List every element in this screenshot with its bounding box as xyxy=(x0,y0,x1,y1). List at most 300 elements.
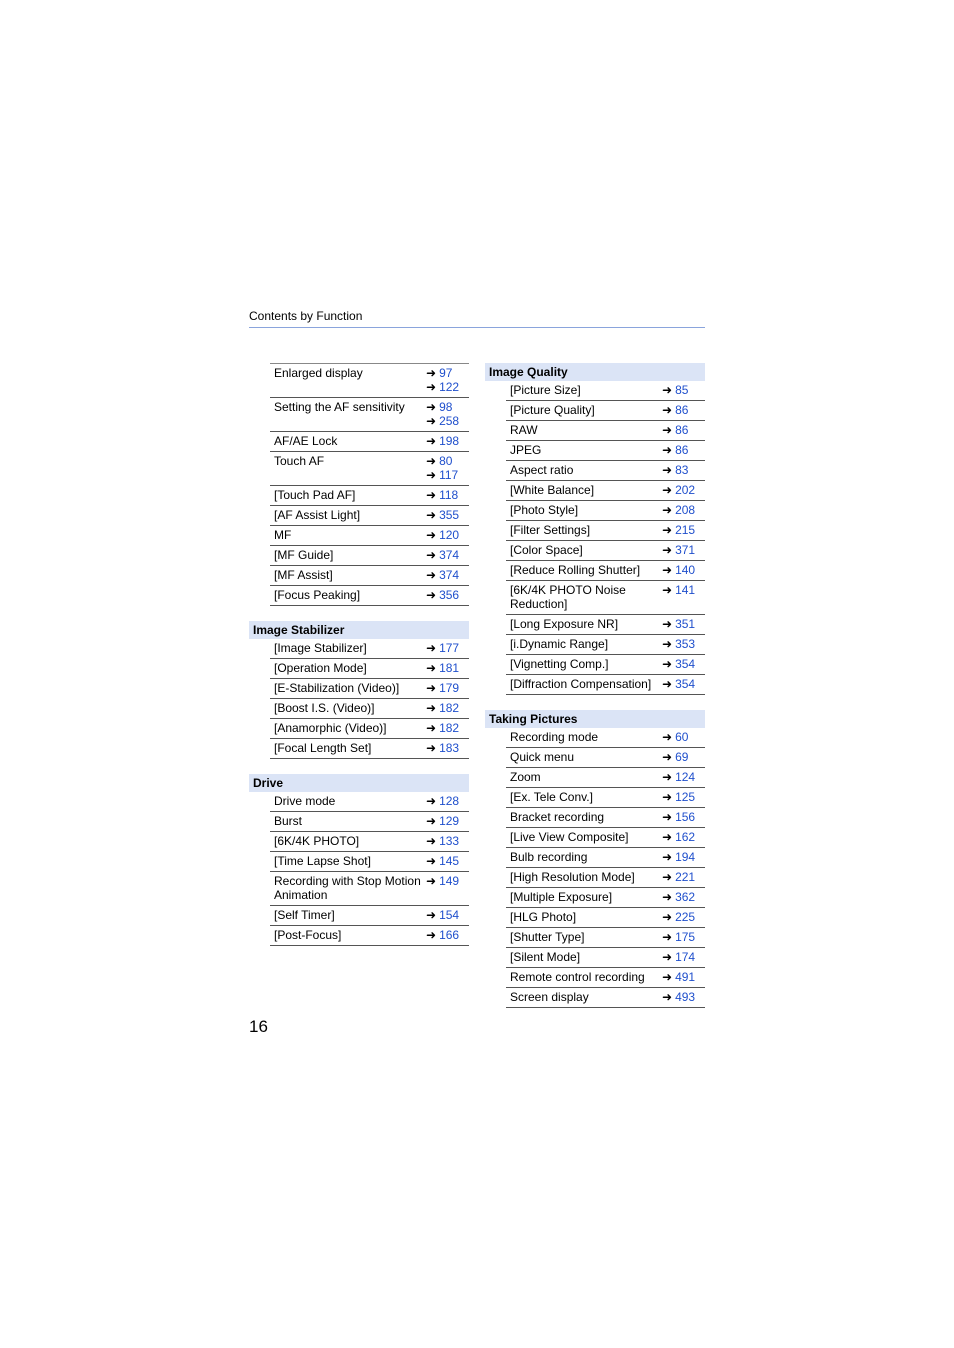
page-link[interactable]: 179 xyxy=(439,681,460,695)
entry-page-refs xyxy=(426,719,469,735)
page-reference xyxy=(662,950,705,964)
entry-label: [MF Assist] xyxy=(274,568,333,582)
arrow-right-icon: ➜ xyxy=(426,681,437,695)
page-reference xyxy=(662,503,705,517)
entry-label: [Filter Settings] xyxy=(510,523,591,537)
entry-label: [White Balance] xyxy=(510,483,595,497)
entry-page-refs xyxy=(662,988,705,1004)
page-link[interactable]: 69 xyxy=(675,750,689,764)
entry-row xyxy=(506,968,705,988)
page-link[interactable]: 141 xyxy=(675,583,696,597)
page-reference xyxy=(662,563,705,577)
entry-row xyxy=(270,486,469,506)
page-link[interactable]: 374 xyxy=(439,568,460,582)
arrow-right-icon: ➜ xyxy=(426,641,437,655)
arrow-right-icon: ➜ xyxy=(426,366,437,380)
entry-label: [HLG Photo] xyxy=(510,910,577,924)
arrow-right-icon: ➜ xyxy=(426,834,437,848)
entry-row xyxy=(506,848,705,868)
entry-page-refs xyxy=(426,792,469,808)
entry-page-refs xyxy=(662,441,705,457)
page-link[interactable]: 83 xyxy=(675,463,689,477)
entry-list xyxy=(270,792,469,946)
entry-label: [Silent Mode] xyxy=(510,950,581,964)
entry-page-refs xyxy=(662,635,705,651)
entry-label: [Anamorphic (Video)] xyxy=(274,721,387,735)
page-link[interactable]: 117 xyxy=(439,468,459,482)
page-reference xyxy=(662,870,705,884)
arrow-right-icon: ➜ xyxy=(662,443,673,457)
entry-page-refs xyxy=(426,739,469,755)
arrow-right-icon: ➜ xyxy=(662,850,673,864)
page-reference xyxy=(662,810,705,824)
entry-page-refs xyxy=(662,521,705,537)
entry-page-refs xyxy=(662,461,705,477)
entry-page-refs xyxy=(662,788,705,804)
page-reference xyxy=(426,721,469,735)
page-link[interactable]: 208 xyxy=(675,503,696,517)
page-link[interactable]: 174 xyxy=(675,950,696,964)
page-reference xyxy=(426,400,469,414)
entry-label: Burst xyxy=(274,814,303,828)
arrow-right-icon: ➜ xyxy=(426,434,437,448)
page-link[interactable]: 353 xyxy=(675,637,696,651)
page-link[interactable]: 194 xyxy=(675,850,696,864)
page-reference xyxy=(426,661,469,675)
entry-page-refs xyxy=(426,364,469,394)
entry-row xyxy=(506,888,705,908)
page-link[interactable]: 175 xyxy=(675,930,696,944)
entry-row xyxy=(270,792,469,812)
page-reference xyxy=(426,468,469,482)
entry-page-refs xyxy=(662,401,705,417)
arrow-right-icon: ➜ xyxy=(662,657,673,671)
page-reference xyxy=(662,657,705,671)
entry-page-refs xyxy=(662,541,705,557)
entry-row xyxy=(270,363,469,398)
arrow-right-icon: ➜ xyxy=(426,454,437,468)
page-link[interactable]: 354 xyxy=(675,657,696,671)
entry-label: Recording mode xyxy=(510,730,599,744)
page-link[interactable]: 149 xyxy=(439,874,460,888)
arrow-right-icon: ➜ xyxy=(662,750,673,764)
page-link[interactable]: 493 xyxy=(675,990,696,1004)
page-reference xyxy=(426,548,469,562)
page-link[interactable]: 124 xyxy=(675,770,696,784)
entry-page-refs xyxy=(662,808,705,824)
entry-row xyxy=(506,868,705,888)
arrow-right-icon: ➜ xyxy=(426,508,437,522)
page-link[interactable]: 133 xyxy=(439,834,460,848)
entry-label: Zoom xyxy=(510,770,541,784)
page-link[interactable]: 128 xyxy=(439,794,460,808)
entry-row xyxy=(270,546,469,566)
entry-page-refs xyxy=(426,586,469,602)
page-reference xyxy=(426,568,469,582)
entry-row xyxy=(270,812,469,832)
arrow-right-icon: ➜ xyxy=(426,874,437,888)
entry-label: Touch AF xyxy=(274,454,325,468)
section-header: Drive xyxy=(249,774,469,792)
section-header: Taking Pictures xyxy=(485,710,705,728)
page-reference xyxy=(662,423,705,437)
page-link[interactable]: 98 xyxy=(439,400,453,414)
entry-row xyxy=(270,659,469,679)
entry-label: [Boost I.S. (Video)] xyxy=(274,701,375,715)
entry-label: Remote control recording xyxy=(510,970,645,984)
page-link[interactable]: 356 xyxy=(439,588,460,602)
page-reference xyxy=(662,523,705,537)
section-header: Image Stabilizer xyxy=(249,621,469,639)
entry-row xyxy=(506,481,705,501)
page-link[interactable]: 156 xyxy=(675,810,696,824)
page-reference xyxy=(426,701,469,715)
entry-row xyxy=(506,461,705,481)
page-link[interactable]: 225 xyxy=(675,910,696,924)
page-reference xyxy=(662,990,705,1004)
arrow-right-icon: ➜ xyxy=(426,814,437,828)
arrow-right-icon: ➜ xyxy=(426,488,437,502)
arrow-right-icon: ➜ xyxy=(426,928,437,942)
page-link[interactable]: 122 xyxy=(439,380,460,394)
entry-row xyxy=(506,421,705,441)
entry-page-refs xyxy=(426,506,469,522)
entry-label: [Picture Quality] xyxy=(510,403,595,417)
page-link[interactable]: 374 xyxy=(439,548,460,562)
entry-page-refs xyxy=(662,928,705,944)
page-reference xyxy=(426,414,469,428)
page-reference xyxy=(662,483,705,497)
entry-page-refs xyxy=(426,906,469,922)
entry-row xyxy=(506,381,705,401)
page-link[interactable]: 118 xyxy=(439,488,459,502)
entry-label: [Ex. Tele Conv.] xyxy=(510,790,593,804)
page-link[interactable]: 182 xyxy=(439,701,460,715)
section-focus xyxy=(249,363,469,606)
page-number: 16 xyxy=(249,1017,268,1036)
entry-page-refs xyxy=(662,581,705,611)
arrow-right-icon: ➜ xyxy=(662,463,673,477)
entry-label: RAW xyxy=(510,423,538,437)
page-reference xyxy=(662,790,705,804)
arrow-right-icon: ➜ xyxy=(662,770,673,784)
entry-row xyxy=(506,768,705,788)
arrow-right-icon: ➜ xyxy=(662,990,673,1004)
right-column xyxy=(485,363,705,1023)
entry-label: [Operation Mode] xyxy=(274,661,367,675)
entry-page-refs xyxy=(426,526,469,542)
arrow-right-icon: ➜ xyxy=(662,383,673,397)
entry-label: Bracket recording xyxy=(510,810,605,824)
entry-label: Bulb recording xyxy=(510,850,588,864)
arrow-right-icon: ➜ xyxy=(426,548,437,562)
entry-page-refs xyxy=(426,398,469,428)
page-reference xyxy=(662,543,705,557)
page-link[interactable]: 97 xyxy=(439,366,453,380)
page-link[interactable]: 86 xyxy=(675,443,689,457)
entry-label: AF/AE Lock xyxy=(274,434,338,448)
entry-page-refs xyxy=(426,452,469,482)
page-link[interactable]: 154 xyxy=(439,908,460,922)
page-reference xyxy=(662,970,705,984)
entry-list xyxy=(506,728,705,1008)
page-link[interactable]: 60 xyxy=(675,730,689,744)
page-link[interactable]: 198 xyxy=(439,434,460,448)
entry-label: Drive mode xyxy=(274,794,336,808)
entry-label: JPEG xyxy=(510,443,542,457)
entry-row xyxy=(506,561,705,581)
entry-label: [Vignetting Comp.] xyxy=(510,657,609,671)
arrow-right-icon: ➜ xyxy=(426,380,437,394)
entry-row xyxy=(506,441,705,461)
entry-label: Screen display xyxy=(510,990,589,1004)
entry-label: [Photo Style] xyxy=(510,503,579,517)
entry-label: [Long Exposure NR] xyxy=(510,617,619,631)
entry-label: Aspect ratio xyxy=(510,463,574,477)
arrow-right-icon: ➜ xyxy=(662,677,673,691)
entry-page-refs xyxy=(662,501,705,517)
entry-row xyxy=(506,808,705,828)
entry-label: [Diffraction Compensation] xyxy=(510,677,652,691)
page-link[interactable]: 162 xyxy=(675,830,696,844)
page-link[interactable]: 125 xyxy=(675,790,696,804)
page-link[interactable]: 182 xyxy=(439,721,460,735)
entry-row xyxy=(270,739,469,759)
page-link[interactable]: 371 xyxy=(675,543,696,557)
entry-label: [Image Stabilizer] xyxy=(274,641,367,655)
entry-page-refs xyxy=(662,848,705,864)
entry-row xyxy=(270,872,469,906)
arrow-right-icon: ➜ xyxy=(662,503,673,517)
page-reference xyxy=(662,637,705,651)
page-reference xyxy=(662,930,705,944)
page-reference xyxy=(426,641,469,655)
entry-label: [Time Lapse Shot] xyxy=(274,854,371,868)
entry-label: Recording with Stop Motion Animation xyxy=(274,874,421,902)
arrow-right-icon: ➜ xyxy=(662,423,673,437)
entry-label: [6K/4K PHOTO] xyxy=(274,834,360,848)
arrow-right-icon: ➜ xyxy=(426,908,437,922)
entry-label: MF xyxy=(274,528,292,542)
page-reference xyxy=(662,730,705,744)
arrow-right-icon: ➜ xyxy=(426,721,437,735)
entry-page-refs xyxy=(426,852,469,868)
entry-row xyxy=(270,586,469,606)
entry-row xyxy=(270,832,469,852)
arrow-right-icon: ➜ xyxy=(662,563,673,577)
arrow-right-icon: ➜ xyxy=(426,741,437,755)
entry-row xyxy=(506,655,705,675)
entry-label: [Shutter Type] xyxy=(510,930,585,944)
section-header: Image Quality xyxy=(485,363,705,381)
entry-row xyxy=(270,926,469,946)
entry-label: Enlarged display xyxy=(274,366,363,380)
entry-page-refs xyxy=(662,828,705,844)
page-link[interactable]: 215 xyxy=(675,523,696,537)
entry-label: [Focus Peaking] xyxy=(274,588,361,602)
header-divider xyxy=(249,327,705,328)
entry-page-refs xyxy=(662,728,705,744)
entry-page-refs xyxy=(662,381,705,397)
entry-label: [Focal Length Set] xyxy=(274,741,372,755)
page-reference xyxy=(426,380,469,394)
entry-label: [AF Assist Light] xyxy=(274,508,361,522)
arrow-right-icon: ➜ xyxy=(426,588,437,602)
entry-page-refs xyxy=(426,639,469,655)
entry-label: [MF Guide] xyxy=(274,548,334,562)
page-reference xyxy=(662,830,705,844)
entry-page-refs xyxy=(662,655,705,671)
arrow-right-icon: ➜ xyxy=(426,854,437,868)
arrow-right-icon: ➜ xyxy=(662,483,673,497)
page-link[interactable]: 86 xyxy=(675,403,689,417)
entry-label: Quick menu xyxy=(510,750,575,764)
entry-row xyxy=(506,828,705,848)
entry-label: [Picture Size] xyxy=(510,383,581,397)
page-reference xyxy=(662,463,705,477)
arrow-right-icon: ➜ xyxy=(426,400,437,414)
entry-row xyxy=(506,581,705,615)
entry-row xyxy=(270,679,469,699)
entry-row xyxy=(506,541,705,561)
page-link[interactable]: 86 xyxy=(675,423,689,437)
page-reference xyxy=(426,434,469,448)
entry-row xyxy=(270,398,469,432)
entry-page-refs xyxy=(426,566,469,582)
entry-label: [Self Timer] xyxy=(274,908,335,922)
entry-row xyxy=(270,699,469,719)
entry-page-refs xyxy=(426,832,469,848)
entry-label: [6K/4K PHOTO Noise Reduction] xyxy=(510,583,626,611)
page-header-title: Contents by Function xyxy=(249,309,363,323)
entry-page-refs xyxy=(426,546,469,562)
entry-page-refs xyxy=(426,486,469,502)
page-reference xyxy=(662,750,705,764)
entry-row xyxy=(506,908,705,928)
page-link[interactable]: 362 xyxy=(675,890,696,904)
entry-page-refs xyxy=(662,768,705,784)
entry-label: [Touch Pad AF] xyxy=(274,488,356,502)
entry-row xyxy=(506,748,705,768)
arrow-right-icon: ➜ xyxy=(662,583,673,597)
arrow-right-icon: ➜ xyxy=(662,617,673,631)
page-reference xyxy=(426,834,469,848)
entry-label: [High Resolution Mode] xyxy=(510,870,635,884)
arrow-right-icon: ➜ xyxy=(662,830,673,844)
page-link[interactable]: 258 xyxy=(439,414,460,428)
entry-page-refs xyxy=(662,615,705,631)
arrow-right-icon: ➜ xyxy=(662,543,673,557)
entry-row xyxy=(506,928,705,948)
entry-row xyxy=(270,506,469,526)
entry-row xyxy=(506,988,705,1008)
page-link[interactable]: 85 xyxy=(675,383,689,397)
page-reference xyxy=(426,681,469,695)
page-reference xyxy=(662,403,705,417)
entry-page-refs xyxy=(662,968,705,984)
entry-row xyxy=(270,452,469,486)
arrow-right-icon: ➜ xyxy=(662,730,673,744)
entry-list xyxy=(270,363,469,606)
arrow-right-icon: ➜ xyxy=(662,950,673,964)
page-reference xyxy=(426,588,469,602)
entry-page-refs xyxy=(662,421,705,437)
arrow-right-icon: ➜ xyxy=(662,910,673,924)
page-link[interactable]: 120 xyxy=(439,528,460,542)
entry-page-refs xyxy=(662,948,705,964)
entry-row xyxy=(270,432,469,452)
page-link[interactable]: 166 xyxy=(439,928,460,942)
page-link[interactable]: 129 xyxy=(439,814,460,828)
entry-row xyxy=(270,852,469,872)
entry-row xyxy=(506,635,705,655)
arrow-right-icon: ➜ xyxy=(662,870,673,884)
entry-page-refs xyxy=(662,908,705,924)
page-link[interactable]: 80 xyxy=(439,454,453,468)
entry-label: [E-Stabilization (Video)] xyxy=(274,681,400,695)
entry-row xyxy=(506,521,705,541)
entry-row xyxy=(270,719,469,739)
arrow-right-icon: ➜ xyxy=(662,403,673,417)
page-link[interactable]: 351 xyxy=(675,617,696,631)
entry-label: [i.Dynamic Range] xyxy=(510,637,609,651)
arrow-right-icon: ➜ xyxy=(426,661,437,675)
page-reference xyxy=(662,617,705,631)
entry-row xyxy=(506,401,705,421)
arrow-right-icon: ➜ xyxy=(662,790,673,804)
page-link[interactable]: 202 xyxy=(675,483,696,497)
page-reference xyxy=(662,583,705,597)
entry-page-refs xyxy=(662,868,705,884)
page-reference xyxy=(662,850,705,864)
entry-page-refs xyxy=(662,675,705,691)
page-link[interactable]: 140 xyxy=(675,563,696,577)
page-link[interactable]: 221 xyxy=(675,870,696,884)
entry-page-refs xyxy=(426,926,469,942)
page-reference xyxy=(662,910,705,924)
page-link[interactable]: 183 xyxy=(439,741,460,755)
page-reference xyxy=(662,890,705,904)
arrow-right-icon: ➜ xyxy=(426,701,437,715)
entry-label: [Live View Composite] xyxy=(510,830,629,844)
entry-page-refs xyxy=(662,481,705,497)
page-reference xyxy=(426,741,469,755)
page-reference xyxy=(426,488,469,502)
section-image-quality xyxy=(485,363,705,695)
page-link[interactable]: 355 xyxy=(439,508,460,522)
page-link[interactable]: 181 xyxy=(439,661,460,675)
arrow-right-icon: ➜ xyxy=(662,523,673,537)
entry-page-refs xyxy=(662,561,705,577)
arrow-right-icon: ➜ xyxy=(662,930,673,944)
page-reference xyxy=(426,814,469,828)
page-link[interactable]: 145 xyxy=(439,854,460,868)
page-reference xyxy=(426,854,469,868)
page-link[interactable]: 177 xyxy=(439,641,460,655)
page-reference xyxy=(426,508,469,522)
entry-page-refs xyxy=(662,748,705,764)
page-link[interactable]: 354 xyxy=(675,677,696,691)
page-reference xyxy=(662,443,705,457)
arrow-right-icon: ➜ xyxy=(662,970,673,984)
page-link[interactable]: 491 xyxy=(675,970,696,984)
entry-page-refs xyxy=(426,679,469,695)
entry-list xyxy=(506,381,705,695)
left-column xyxy=(249,363,469,961)
arrow-right-icon: ➜ xyxy=(426,468,437,482)
arrow-right-icon: ➜ xyxy=(662,637,673,651)
entry-page-refs xyxy=(662,888,705,904)
